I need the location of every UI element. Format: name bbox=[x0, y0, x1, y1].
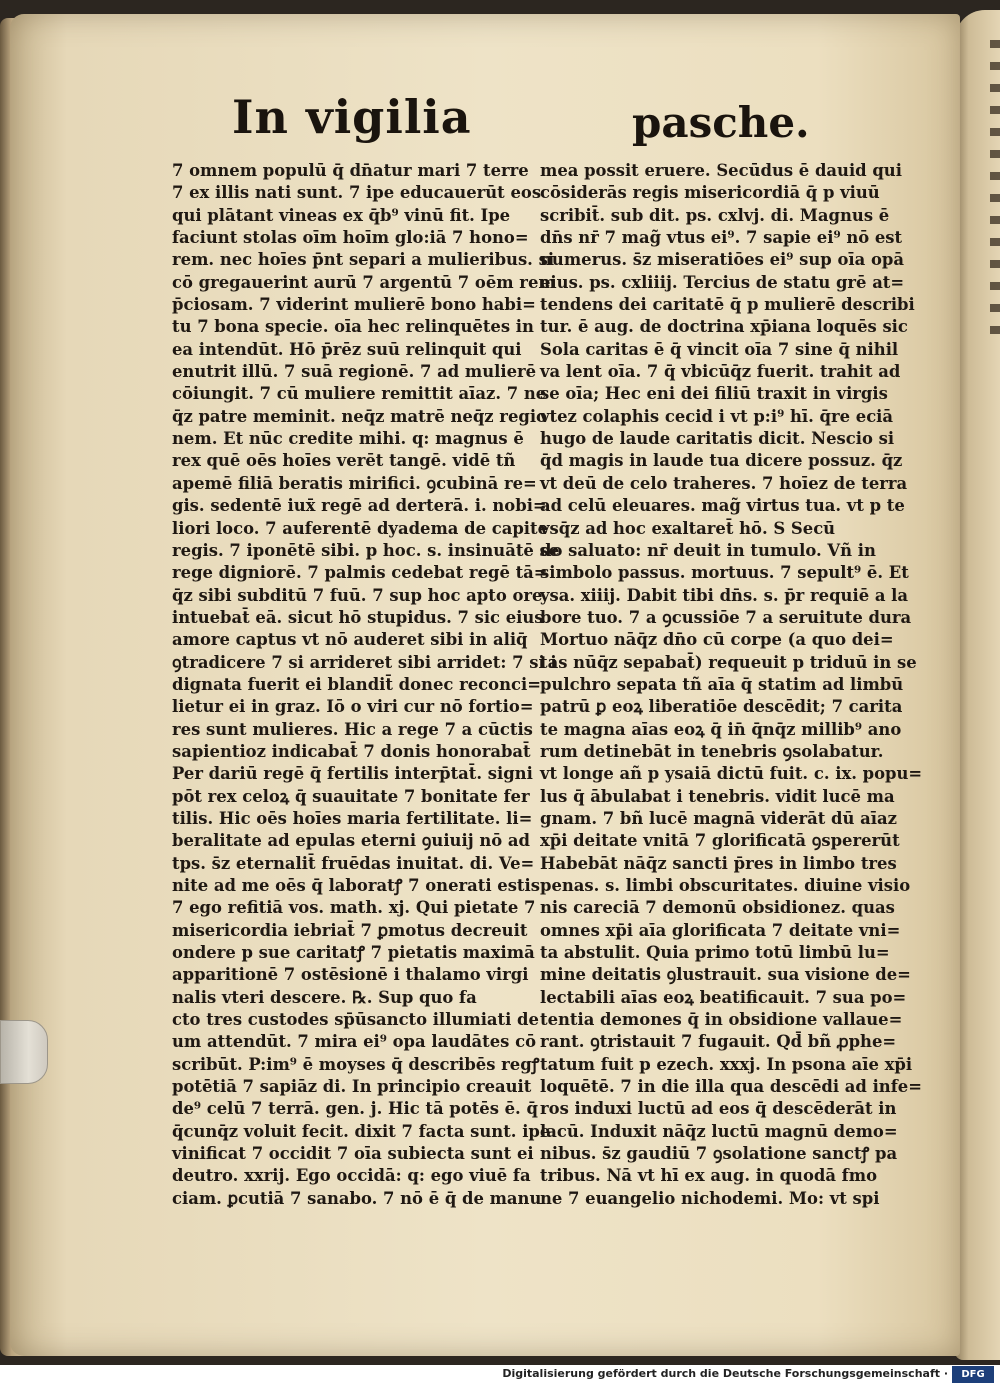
text-line: ysa. xiiij. Dabit tibi dn̄s. s. p̄r requiē a la bbox=[540, 585, 909, 605]
text-line: regis. 7 iponētē sibi. p hoc. s. insinuātē se bbox=[172, 540, 560, 560]
footer-credit: Digitalisierung gefördert durch die Deutsche Forschungsgemeinschaft · bbox=[502, 1367, 948, 1380]
text-line: ꝯtradicere 7 si arrideret sibi arridet: 7 si i bbox=[172, 652, 557, 672]
text-line: pōt rex celoꝝ q̄ suauitate 7 bonitate fer bbox=[172, 786, 530, 806]
text-line: 7 ex illis nati sunt. 7 ipe educauerūt eos bbox=[172, 183, 542, 203]
text-line: rem. nec hoīes p̄nt separi a mulieribus. si bbox=[172, 250, 555, 270]
text-line: simbolo passus. mortuus. 7 sepult⁹ ē. Et bbox=[540, 563, 909, 583]
text-line: intuebat̄ eā. sicut hō stupidus. 7 sic eius bbox=[172, 607, 544, 627]
text-line: rege digniorē. 7 palmis cedebat regē tā= bbox=[172, 563, 548, 583]
text-line: q̄cunq̄z voluit fecit. dixit 7 facta sunt. ipe bbox=[172, 1121, 551, 1141]
text-line: tas nūq̄z sepabat̄) requeuit p triduū in se bbox=[540, 652, 917, 672]
text-line: tribus. Nā vt hī ex aug. in quodā fmo bbox=[540, 1166, 878, 1186]
running-header bbox=[0, 90, 1000, 150]
text-line: rant. ꝯtristauit 7 fugauit. Qd̄ bñ ꝓphe= bbox=[540, 1032, 897, 1052]
text-line: ciam. ꝑcutiā 7 sanabo. 7 nō ē q̄ de manu bbox=[172, 1188, 542, 1208]
text-line: tur. ē aug. de doctrina xp̄iana loquēs sic bbox=[540, 317, 908, 337]
text-line: um attendūt. 7 mira ei⁹ opa laudātes cō bbox=[172, 1032, 537, 1052]
text-column-left bbox=[172, 160, 560, 1210]
text-line: vtez colaphis cecid i vt p:i⁹ hī. q̄re eciā bbox=[540, 406, 894, 426]
text-line: nem. Et nūc credite mihi. q: magnus ē bbox=[172, 429, 524, 449]
text-line: de⁹ celū 7 terrā. gen. j. Hic tā potēs ē. q̄ bbox=[172, 1099, 538, 1119]
text-line: hugo de laude caritatis dicit. Nescio si bbox=[540, 429, 895, 449]
text-line: apemē filiā beratis mirifici. ꝯcubinā re= bbox=[172, 473, 537, 493]
text-line: vt deū de celo traheres. 7 hoīez de terra bbox=[540, 473, 908, 493]
page-clip bbox=[0, 1020, 48, 1084]
text-line: Sola caritas ē q̄ vincit oīa 7 sine q̄ nihil bbox=[540, 339, 899, 359]
text-line: cō gregauerint aurū 7 argentū 7 oēm rem bbox=[172, 272, 556, 292]
text-line: tatum fuit p ezech. xxxj. In psona aīe xp̄i bbox=[540, 1054, 913, 1074]
text-line: eius. ps. cxliiij. Tercius de statu grē at= bbox=[540, 272, 905, 292]
text-line: te magna aīas eoꝝ q̄ in̄ q̄nq̄z millib⁹ ano bbox=[540, 719, 902, 739]
header-right: pasche. bbox=[632, 98, 810, 147]
text-line: mine deitatis ꝯlustrauit. sua visione de= bbox=[540, 965, 911, 985]
text-line: q̄z sibi subditū 7 fuū. 7 sup hoc apto ore bbox=[172, 585, 543, 605]
text-line: ad celū eleuares. mag̃ virtus tua. vt p te bbox=[540, 496, 905, 516]
text-line: amore captus vt nō auderet sibi in aliq̄ bbox=[172, 630, 528, 650]
text-line: 7 omnem populū q̄ dn̄atur mari 7 terre bbox=[172, 161, 529, 180]
text-line: q̄d magis in laude tua dicere possuz. q̄z bbox=[540, 451, 903, 471]
text-line: omnes xp̄i aīa glorificata 7 deitate vni= bbox=[540, 920, 901, 940]
text-line: enutrit illū. 7 suā regionē. 7 ad mulierē bbox=[172, 362, 537, 382]
text-line: tilis. Hic oēs hoīes maria fertilitate. li= bbox=[172, 808, 533, 828]
text-line: 7 ego refitiā vos. math. xj. Qui pietate 7 bbox=[172, 898, 536, 918]
text-line: pulchro sepata tñ aīa q̄ statim ad limbū bbox=[540, 674, 904, 694]
text-line: cōiungit. 7 cū muliere remittit aīaz. 7 ne bbox=[172, 384, 547, 404]
text-line: tu 7 bona specie. oīa hec relinquētes in bbox=[172, 317, 534, 337]
text-line: q̄z patre meminit. neq̄z matrē neq̄z regio bbox=[172, 406, 547, 426]
text-line: tendens dei caritatē q̄ p mulierē describi bbox=[540, 295, 915, 315]
text-line: nalis vteri descere. ℞. Sup quo fa bbox=[172, 987, 477, 1007]
dfg-logo: DFG bbox=[952, 1366, 994, 1383]
text-line: rum detinebāt in tenebris ꝯsolabatur. bbox=[540, 741, 884, 761]
text-line: beralitate ad epulas eterni ꝯuiuij nō ad bbox=[172, 831, 530, 851]
text-line: penas. s. limbi obscuritates. diuine visio bbox=[540, 876, 911, 895]
text-line: lus q̄ ābulabat i tenebris. vidit lucē ma bbox=[540, 786, 895, 806]
text-line: gis. sedentē iux̄ regē ad derterā. i. nobi= bbox=[172, 496, 547, 516]
text-line: nite ad me oēs q̄ laboratꝭ 7 onerati estis bbox=[172, 876, 540, 895]
text-line: Per dariū regē q̄ fertilis interp̄tat̄. signi bbox=[172, 764, 533, 784]
text-line: liori loco. 7 auferentē dyadema de capite bbox=[172, 518, 549, 538]
text-line: cto tres custodes sp̄ūsancto illumiati de bbox=[172, 1010, 539, 1030]
text-line: vsq̄z ad hoc exaltaret̄ hō. S Secū bbox=[540, 518, 836, 538]
text-line: nibus. s̄z gaudiū 7 ꝯsolatione sanctꝭ pa bbox=[540, 1144, 898, 1164]
text-line: faciunt stolas oīm hoīm glo:iā 7 hono= bbox=[172, 228, 529, 248]
text-line: apparitionē 7 ostēsionē i thalamo virgi bbox=[172, 965, 529, 985]
text-line: patrū ꝑ eoꝝ liberatiōe descēdit; 7 carita bbox=[540, 697, 903, 717]
text-line: Mortuo nāq̄z dn̄o cū corpe (a quo dei= bbox=[540, 630, 894, 650]
text-line: Habebāt nāq̄z sancti p̄res in limbo tres bbox=[540, 853, 897, 873]
text-line: loquētē. 7 in die illa qua descēdi ad infe= bbox=[540, 1077, 922, 1097]
text-line: qui plātant vineas ex q̄b⁹ vinū fit. Ipe bbox=[172, 205, 511, 225]
text-line: bore tuo. 7 a ꝯcussiōe 7 a seruitute dura bbox=[540, 607, 912, 627]
text-line: lacū. Induxit nāq̄z luctū magnū demo= bbox=[540, 1121, 898, 1141]
text-line: lietur ei in graz. Iō o viri cur nō fortio= bbox=[172, 697, 534, 717]
text-line: p̄ciosam. 7 viderint mulierē bono habi= bbox=[172, 295, 536, 315]
text-line: deutro. xxrij. Ego occidā: q: ego viuē fa bbox=[172, 1166, 531, 1186]
text-line: scribūt. P:im⁹ ē moyses q̄ describēs regꝭ bbox=[172, 1054, 540, 1074]
header-left: In vigilia bbox=[232, 90, 472, 144]
text-line: tentia demones q̄ in obsidione vallaue= bbox=[540, 1010, 903, 1030]
text-line: vinificat 7 occidit 7 oīa subiecta sunt ei bbox=[172, 1144, 534, 1164]
text-line: numerus. s̄z miseratiōes ei⁹ sup oīa opā bbox=[540, 250, 904, 270]
text-line: se oīa; Hec eni dei filiū traxit in virgis bbox=[540, 384, 888, 404]
text-line: vt longe añ p ysaiā dictū fuit. c. ix. popu= bbox=[540, 764, 923, 784]
text-line: res sunt mulieres. Hic a rege 7 a cūctis bbox=[172, 719, 533, 739]
text-line: ros induxi luctū ad eos q̄ descēderāt in bbox=[540, 1099, 897, 1119]
text-line: mea possit eruere. Secūdus ē dauid qui bbox=[540, 161, 902, 180]
text-line: cōsiderās regis misericordiā q̄ p viuū bbox=[540, 183, 880, 203]
text-line: gnam. 7 bñ lucē magnā viderāt dū aīaz bbox=[540, 808, 897, 828]
text-line: lectabili aīas eoꝝ beatificauit. 7 sua po= bbox=[540, 987, 907, 1007]
text-line: va lent oīa. 7 q̄ vbicūq̄z fuerit. trahit ad bbox=[540, 362, 901, 382]
text-line: misericordia iebriat̄ 7 ꝑmotus decreuit bbox=[172, 920, 528, 940]
text-line: nis careciā 7 demonū obsidionez. quas bbox=[540, 898, 895, 918]
text-line: rex quē oēs hoīes verēt tangē. vidē tñ bbox=[172, 451, 516, 471]
text-line: ea intendūt. Hō p̄rēz suū relinquit qui bbox=[172, 339, 522, 359]
text-line: ondere p sue caritatꝭ 7 pietatis maximā bbox=[172, 943, 535, 963]
facing-page-text-fragments bbox=[990, 40, 1000, 340]
text-line: do saluato: nr̄ deuit in tumulo. Vñ in bbox=[540, 540, 876, 560]
text-line: tps. s̄z eternalit̄ fruēdas inuitat. di. Ve= bbox=[172, 853, 535, 873]
text-line: dignata fuerit ei blandit̄ donec reconci= bbox=[172, 674, 541, 694]
text-line: sapientioz indicabat̄ 7 donis honorabat̄ bbox=[172, 741, 531, 761]
text-column-right bbox=[540, 160, 923, 1210]
text-line: ta abstulit. Quia primo totū limbū lu= bbox=[540, 943, 890, 963]
text-line: ne 7 euangelio nichodemi. Mo: vt spi bbox=[540, 1188, 880, 1208]
text-line: potētiā 7 sapiāz di. In principio creauit bbox=[172, 1077, 532, 1097]
text-line: xp̄i deitate vnitā 7 glorificatā ꝯspererūt bbox=[540, 831, 900, 851]
text-line: dn̄s nr̄ 7 mag̃ vtus ei⁹. 7 sapie ei⁹ nō est bbox=[540, 228, 903, 248]
text-line: scribit̄. sub dit. ps. cxlvj. di. Magnus ē bbox=[540, 205, 890, 225]
